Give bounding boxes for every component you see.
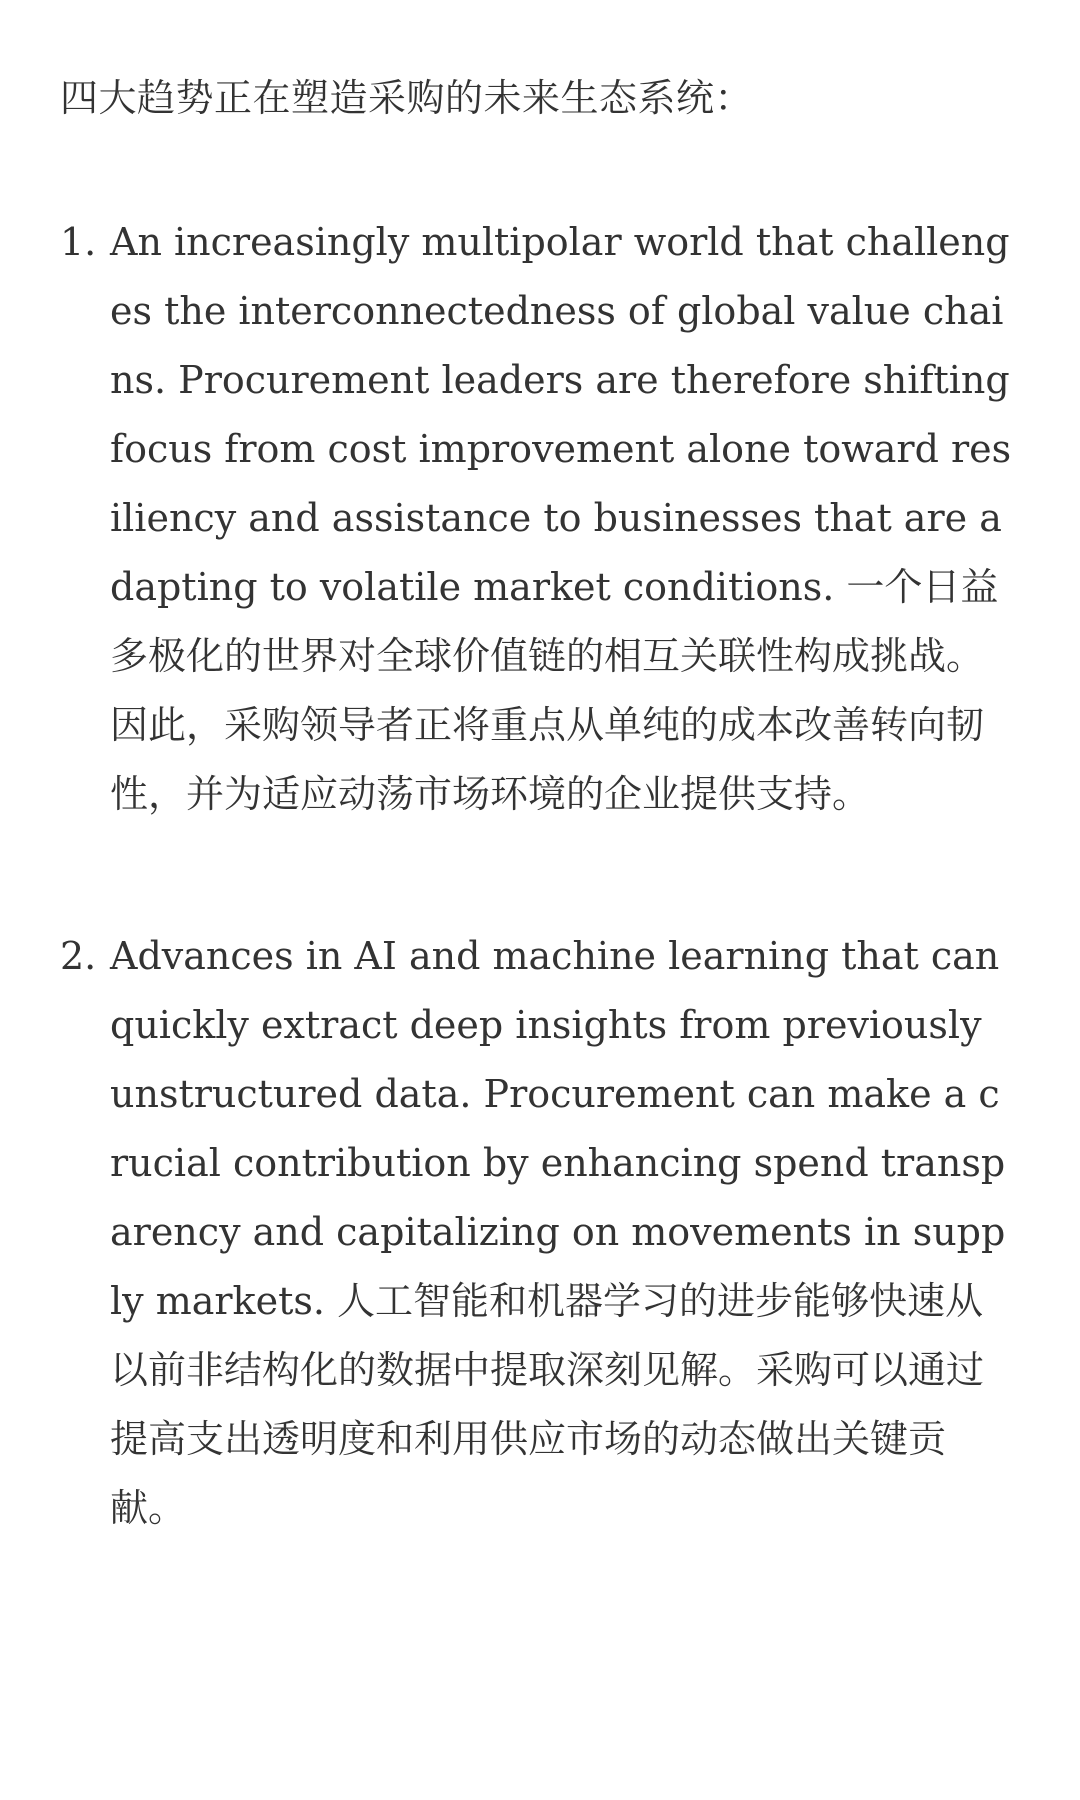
list-item-english-text: An increasingly multipolar world that challenges the interconnectedness of global value chains. Procurement leaders are therefore shifting focus from cost improvement alone toward resiliency and assistance to businesses that are adapting to volatile market conditions.: [110, 220, 1012, 609]
list-item-number: 2.: [60, 934, 97, 978]
list-item-chinese-text: 人工智能和机器学习的进步能够快速从以前非结构化的数据中提取深刻见解。采购可以通过提高支出透明度和利用供应市场的动态做出关键贡献。: [110, 1279, 985, 1530]
list-item-english-text: Advances in AI and machine learning that can quickly extract deep insights from previously unstructured data. Procurement can make a crucial contribution by enhancing spend transparency and capitalizing on movements in supply markets.: [110, 934, 1006, 1323]
list-item-number: 1.: [60, 220, 97, 264]
list-item-chinese-text: 一个日益多极化的世界对全球价值链的相互关联性构成挑战。因此，采购领导者正将重点从单纯的成本改善转向韧性，并为适应动荡市场环境的企业提供支持。: [110, 565, 999, 816]
list-item-1: [60, 208, 1020, 829]
list-item-2: [60, 922, 1020, 1543]
list-item-body: [110, 208, 1016, 829]
intro-text: 四大趋势正在塑造采购的未来生态系统：: [60, 76, 754, 120]
list-item-body: [110, 922, 1016, 1543]
